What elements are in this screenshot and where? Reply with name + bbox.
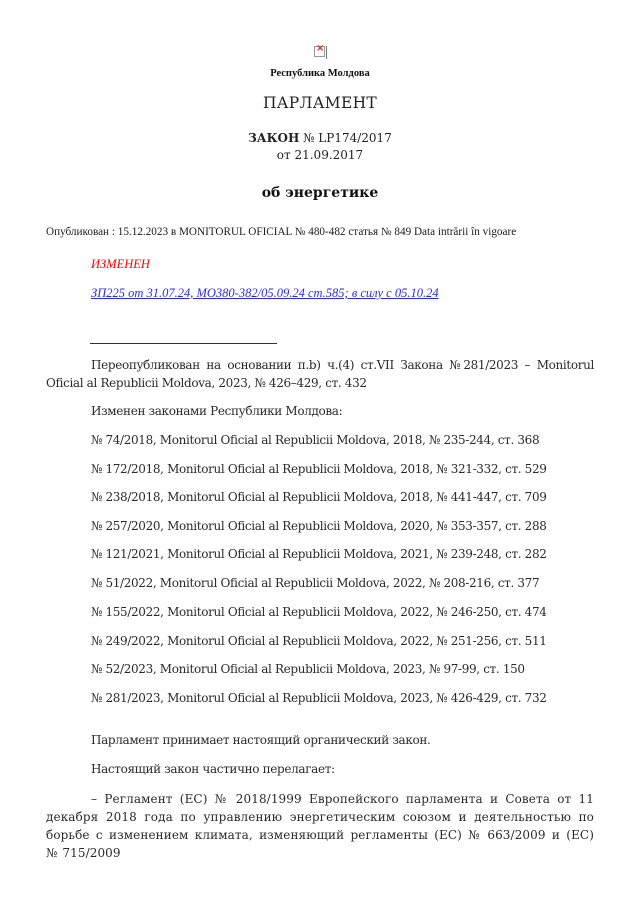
law-number: № LP174/2017 bbox=[303, 131, 392, 145]
amended-by-heading: Изменен законами Республики Молдова: bbox=[91, 404, 343, 418]
amending-law-item: № 172/2018, Monitorul Oficial al Republicii Moldova, 2018, № 321-332, ст. 529 bbox=[91, 462, 547, 476]
amending-law-item: № 155/2022, Monitorul Oficial al Republicii Moldova, 2022, № 246-250, ст. 474 bbox=[91, 605, 547, 619]
republished-note: Переопубликован на основании п.b) ч.(4) ст.VII Закона №281/2023 – Monitorul Oficial al Republicii Moldova, 2023, № 426–429, ст. 432 bbox=[46, 358, 594, 390]
country-name: Республика Молдова bbox=[270, 68, 370, 79]
transposition-heading: Настоящий закон частично перелагает: bbox=[91, 762, 335, 776]
amendment-link[interactable]: ЗП225 от 31.07.24, MO380-382/05.09.24 ст.585; в силу с 05.10.24 bbox=[91, 286, 439, 300]
regulation-paragraph: – Регламент (ЕС) № 2018/1999 Европейского парламента и Совета от 11 декабря 2018 года по управлению энергетическим союзом и деятельностью по борьбе с изменением климата, изменяющий регламенты (ЕС) № 663/2009 и (ЕС) № 715/2009 bbox=[46, 792, 594, 860]
amending-law-item: № 257/2020, Monitorul Oficial al Republicii Moldova, 2020, № 353-357, ст. 288 bbox=[91, 519, 547, 533]
amended-status: ИЗМЕНЕН bbox=[91, 257, 150, 271]
amending-law-item: № 238/2018, Monitorul Oficial al Republicii Moldova, 2018, № 441-447, ст. 709 bbox=[91, 490, 547, 504]
law-number-line bbox=[0, 131, 640, 145]
amending-law-item: № 121/2021, Monitorul Oficial al Republicii Moldova, 2021, № 239-248, ст. 282 bbox=[91, 547, 547, 561]
law-date: от 21.09.2017 bbox=[276, 148, 364, 162]
issuing-authority: ПАРЛАМЕНТ bbox=[262, 94, 378, 112]
separator-line bbox=[90, 343, 277, 344]
law-title: об энергетике bbox=[261, 185, 379, 201]
adoption-statement: Парламент принимает настоящий органический закон. bbox=[91, 733, 431, 747]
amending-law-item: № 281/2023, Monitorul Oficial al Republicii Moldova, 2023, № 426-429, ст. 732 bbox=[91, 691, 547, 705]
broken-image-icon bbox=[314, 46, 325, 57]
amending-law-item: № 52/2023, Monitorul Oficial al Republicii Moldova, 2023, № 97-99, ст. 150 bbox=[91, 662, 525, 676]
law-label: ЗАКОН bbox=[248, 131, 300, 145]
amending-law-item: № 51/2022, Monitorul Oficial al Republicii Moldova, 2022, № 208-216, ст. 377 bbox=[91, 576, 540, 590]
amending-law-item: № 249/2022, Monitorul Oficial al Republicii Moldova, 2022, № 251-256, ст. 511 bbox=[91, 634, 547, 648]
publication-info: Опубликован : 15.12.2023 в MONITORUL OFICIAL № 480-482 статья № 849 Data intrării în vigoare bbox=[46, 226, 517, 238]
image-border bbox=[326, 46, 327, 59]
amending-law-item: № 74/2018, Monitorul Oficial al Republicii Moldova, 2018, № 235-244, ст. 368 bbox=[91, 433, 540, 447]
